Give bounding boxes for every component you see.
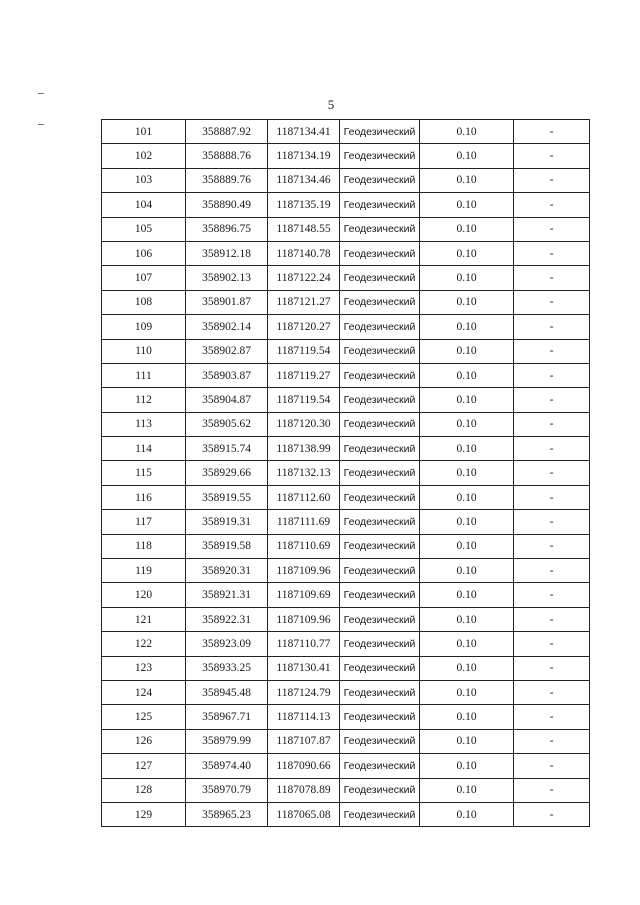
point-number-cell: 113 bbox=[102, 412, 186, 436]
accuracy-cell: 0.10 bbox=[420, 754, 514, 778]
table-row bbox=[102, 485, 590, 509]
point-number-cell: 126 bbox=[102, 729, 186, 753]
accuracy-cell: 0.10 bbox=[420, 363, 514, 387]
y-coordinate-cell: 1187148.55 bbox=[268, 217, 340, 241]
x-coordinate-cell: 358945.48 bbox=[186, 680, 268, 704]
description-cell: - bbox=[514, 510, 590, 534]
accuracy-cell: 0.10 bbox=[420, 607, 514, 631]
point-number-cell: 102 bbox=[102, 144, 186, 168]
y-coordinate-cell: 1187119.54 bbox=[268, 339, 340, 363]
method-cell: Геодезический bbox=[340, 656, 420, 680]
x-coordinate-cell: 358902.13 bbox=[186, 266, 268, 290]
table-row bbox=[102, 461, 590, 485]
point-number-cell: 117 bbox=[102, 510, 186, 534]
x-coordinate-cell: 358921.31 bbox=[186, 583, 268, 607]
accuracy-cell: 0.10 bbox=[420, 315, 514, 339]
accuracy-cell: 0.10 bbox=[420, 120, 514, 144]
x-coordinate-cell: 358887.92 bbox=[186, 120, 268, 144]
accuracy-cell: 0.10 bbox=[420, 534, 514, 558]
accuracy-cell: 0.10 bbox=[420, 168, 514, 192]
method-cell: Геодезический bbox=[340, 193, 420, 217]
accuracy-cell: 0.10 bbox=[420, 583, 514, 607]
y-coordinate-cell: 1187109.96 bbox=[268, 607, 340, 631]
method-cell: Геодезический bbox=[340, 363, 420, 387]
method-cell: Геодезический bbox=[340, 559, 420, 583]
description-cell: - bbox=[514, 632, 590, 656]
y-coordinate-cell: 1187114.13 bbox=[268, 705, 340, 729]
method-cell: Геодезический bbox=[340, 607, 420, 631]
point-number-cell: 122 bbox=[102, 632, 186, 656]
accuracy-cell: 0.10 bbox=[420, 802, 514, 826]
description-cell: - bbox=[514, 241, 590, 265]
table-row bbox=[102, 217, 590, 241]
accuracy-cell: 0.10 bbox=[420, 778, 514, 802]
description-cell: - bbox=[514, 315, 590, 339]
x-coordinate-cell: 358970.79 bbox=[186, 778, 268, 802]
accuracy-cell: 0.10 bbox=[420, 485, 514, 509]
x-coordinate-cell: 358915.74 bbox=[186, 437, 268, 461]
point-number-cell: 123 bbox=[102, 656, 186, 680]
y-coordinate-cell: 1187138.99 bbox=[268, 437, 340, 461]
point-number-cell: 119 bbox=[102, 559, 186, 583]
point-number-cell: 125 bbox=[102, 705, 186, 729]
y-coordinate-cell: 1187124.79 bbox=[268, 680, 340, 704]
point-number-cell: 128 bbox=[102, 778, 186, 802]
margin-mark bbox=[38, 124, 44, 125]
description-cell: - bbox=[514, 388, 590, 412]
x-coordinate-cell: 358888.76 bbox=[186, 144, 268, 168]
x-coordinate-cell: 358965.23 bbox=[186, 802, 268, 826]
point-number-cell: 110 bbox=[102, 339, 186, 363]
y-coordinate-cell: 1187109.69 bbox=[268, 583, 340, 607]
y-coordinate-cell: 1187110.77 bbox=[268, 632, 340, 656]
method-cell: Геодезический bbox=[340, 168, 420, 192]
x-coordinate-cell: 358967.71 bbox=[186, 705, 268, 729]
method-cell: Геодезический bbox=[340, 802, 420, 826]
margin-mark bbox=[38, 93, 44, 94]
point-number-cell: 124 bbox=[102, 680, 186, 704]
method-cell: Геодезический bbox=[340, 290, 420, 314]
method-cell: Геодезический bbox=[340, 729, 420, 753]
table-row bbox=[102, 680, 590, 704]
method-cell: Геодезический bbox=[340, 144, 420, 168]
y-coordinate-cell: 1187119.27 bbox=[268, 363, 340, 387]
table-row bbox=[102, 412, 590, 436]
accuracy-cell: 0.10 bbox=[420, 656, 514, 680]
accuracy-cell: 0.10 bbox=[420, 412, 514, 436]
x-coordinate-cell: 358919.58 bbox=[186, 534, 268, 558]
method-cell: Геодезический bbox=[340, 120, 420, 144]
method-cell: Геодезический bbox=[340, 266, 420, 290]
x-coordinate-cell: 358896.75 bbox=[186, 217, 268, 241]
method-cell: Геодезический bbox=[340, 632, 420, 656]
y-coordinate-cell: 1187134.41 bbox=[268, 120, 340, 144]
accuracy-cell: 0.10 bbox=[420, 241, 514, 265]
accuracy-cell: 0.10 bbox=[420, 632, 514, 656]
method-cell: Геодезический bbox=[340, 412, 420, 436]
table-row bbox=[102, 583, 590, 607]
point-number-cell: 116 bbox=[102, 485, 186, 509]
description-cell: - bbox=[514, 729, 590, 753]
x-coordinate-cell: 358904.87 bbox=[186, 388, 268, 412]
table-row bbox=[102, 144, 590, 168]
description-cell: - bbox=[514, 559, 590, 583]
table-row bbox=[102, 802, 590, 826]
accuracy-cell: 0.10 bbox=[420, 680, 514, 704]
table-row bbox=[102, 656, 590, 680]
method-cell: Геодезический bbox=[340, 388, 420, 412]
y-coordinate-cell: 1187120.30 bbox=[268, 412, 340, 436]
y-coordinate-cell: 1187119.54 bbox=[268, 388, 340, 412]
point-number-cell: 121 bbox=[102, 607, 186, 631]
point-number-cell: 107 bbox=[102, 266, 186, 290]
accuracy-cell: 0.10 bbox=[420, 729, 514, 753]
description-cell: - bbox=[514, 754, 590, 778]
coordinates-table bbox=[101, 119, 590, 827]
accuracy-cell: 0.10 bbox=[420, 217, 514, 241]
y-coordinate-cell: 1187078.89 bbox=[268, 778, 340, 802]
accuracy-cell: 0.10 bbox=[420, 266, 514, 290]
description-cell: - bbox=[514, 217, 590, 241]
accuracy-cell: 0.10 bbox=[420, 705, 514, 729]
description-cell: - bbox=[514, 656, 590, 680]
method-cell: Геодезический bbox=[340, 217, 420, 241]
y-coordinate-cell: 1187090.66 bbox=[268, 754, 340, 778]
table-row bbox=[102, 705, 590, 729]
method-cell: Геодезический bbox=[340, 583, 420, 607]
x-coordinate-cell: 358902.87 bbox=[186, 339, 268, 363]
y-coordinate-cell: 1187122.24 bbox=[268, 266, 340, 290]
description-cell: - bbox=[514, 290, 590, 314]
description-cell: - bbox=[514, 266, 590, 290]
point-number-cell: 104 bbox=[102, 193, 186, 217]
accuracy-cell: 0.10 bbox=[420, 339, 514, 363]
table-row bbox=[102, 193, 590, 217]
y-coordinate-cell: 1187112.60 bbox=[268, 485, 340, 509]
point-number-cell: 112 bbox=[102, 388, 186, 412]
x-coordinate-cell: 358889.76 bbox=[186, 168, 268, 192]
table-row bbox=[102, 363, 590, 387]
x-coordinate-cell: 358922.31 bbox=[186, 607, 268, 631]
x-coordinate-cell: 358933.25 bbox=[186, 656, 268, 680]
y-coordinate-cell: 1187120.27 bbox=[268, 315, 340, 339]
table-row bbox=[102, 534, 590, 558]
point-number-cell: 101 bbox=[102, 120, 186, 144]
description-cell: - bbox=[514, 144, 590, 168]
description-cell: - bbox=[514, 680, 590, 704]
method-cell: Геодезический bbox=[340, 754, 420, 778]
table-row bbox=[102, 559, 590, 583]
description-cell: - bbox=[514, 485, 590, 509]
accuracy-cell: 0.10 bbox=[420, 290, 514, 314]
point-number-cell: 109 bbox=[102, 315, 186, 339]
x-coordinate-cell: 358919.55 bbox=[186, 485, 268, 509]
point-number-cell: 120 bbox=[102, 583, 186, 607]
x-coordinate-cell: 358902.14 bbox=[186, 315, 268, 339]
point-number-cell: 111 bbox=[102, 363, 186, 387]
table-row bbox=[102, 778, 590, 802]
table-row bbox=[102, 632, 590, 656]
y-coordinate-cell: 1187134.46 bbox=[268, 168, 340, 192]
method-cell: Геодезический bbox=[340, 534, 420, 558]
description-cell: - bbox=[514, 583, 590, 607]
method-cell: Геодезический bbox=[340, 241, 420, 265]
table-row bbox=[102, 290, 590, 314]
accuracy-cell: 0.10 bbox=[420, 437, 514, 461]
point-number-cell: 106 bbox=[102, 241, 186, 265]
description-cell: - bbox=[514, 120, 590, 144]
x-coordinate-cell: 358905.62 bbox=[186, 412, 268, 436]
point-number-cell: 103 bbox=[102, 168, 186, 192]
table-row bbox=[102, 120, 590, 144]
accuracy-cell: 0.10 bbox=[420, 388, 514, 412]
point-number-cell: 129 bbox=[102, 802, 186, 826]
table-row bbox=[102, 266, 590, 290]
description-cell: - bbox=[514, 168, 590, 192]
point-number-cell: 115 bbox=[102, 461, 186, 485]
description-cell: - bbox=[514, 193, 590, 217]
description-cell: - bbox=[514, 705, 590, 729]
table-row bbox=[102, 729, 590, 753]
description-cell: - bbox=[514, 778, 590, 802]
y-coordinate-cell: 1187132.13 bbox=[268, 461, 340, 485]
x-coordinate-cell: 358903.87 bbox=[186, 363, 268, 387]
y-coordinate-cell: 1187130.41 bbox=[268, 656, 340, 680]
table-row bbox=[102, 241, 590, 265]
point-number-cell: 127 bbox=[102, 754, 186, 778]
x-coordinate-cell: 358923.09 bbox=[186, 632, 268, 656]
x-coordinate-cell: 358974.40 bbox=[186, 754, 268, 778]
method-cell: Геодезический bbox=[340, 680, 420, 704]
y-coordinate-cell: 1187065.08 bbox=[268, 802, 340, 826]
method-cell: Геодезический bbox=[340, 461, 420, 485]
method-cell: Геодезический bbox=[340, 485, 420, 509]
y-coordinate-cell: 1187121.27 bbox=[268, 290, 340, 314]
table-row bbox=[102, 168, 590, 192]
table-row bbox=[102, 388, 590, 412]
x-coordinate-cell: 358912.18 bbox=[186, 241, 268, 265]
page-number: 5 bbox=[327, 97, 335, 112]
method-cell: Геодезический bbox=[340, 437, 420, 461]
point-number-cell: 108 bbox=[102, 290, 186, 314]
x-coordinate-cell: 358890.49 bbox=[186, 193, 268, 217]
x-coordinate-cell: 358929.66 bbox=[186, 461, 268, 485]
x-coordinate-cell: 358919.31 bbox=[186, 510, 268, 534]
x-coordinate-cell: 358920.31 bbox=[186, 559, 268, 583]
description-cell: - bbox=[514, 607, 590, 631]
method-cell: Геодезический bbox=[340, 510, 420, 534]
x-coordinate-cell: 358901.87 bbox=[186, 290, 268, 314]
point-number-cell: 114 bbox=[102, 437, 186, 461]
table-row bbox=[102, 510, 590, 534]
y-coordinate-cell: 1187135.19 bbox=[268, 193, 340, 217]
description-cell: - bbox=[514, 534, 590, 558]
x-coordinate-cell: 358979.99 bbox=[186, 729, 268, 753]
y-coordinate-cell: 1187134.19 bbox=[268, 144, 340, 168]
accuracy-cell: 0.10 bbox=[420, 510, 514, 534]
method-cell: Геодезический bbox=[340, 339, 420, 363]
description-cell: - bbox=[514, 339, 590, 363]
accuracy-cell: 0.10 bbox=[420, 144, 514, 168]
description-cell: - bbox=[514, 802, 590, 826]
table-row bbox=[102, 315, 590, 339]
method-cell: Геодезический bbox=[340, 315, 420, 339]
y-coordinate-cell: 1187111.69 bbox=[268, 510, 340, 534]
point-number-cell: 118 bbox=[102, 534, 186, 558]
point-number-cell: 105 bbox=[102, 217, 186, 241]
coordinates-table-body bbox=[102, 120, 590, 827]
table-row bbox=[102, 607, 590, 631]
table-row bbox=[102, 437, 590, 461]
description-cell: - bbox=[514, 437, 590, 461]
table-row bbox=[102, 339, 590, 363]
method-cell: Геодезический bbox=[340, 778, 420, 802]
y-coordinate-cell: 1187107.87 bbox=[268, 729, 340, 753]
accuracy-cell: 0.10 bbox=[420, 193, 514, 217]
y-coordinate-cell: 1187110.69 bbox=[268, 534, 340, 558]
y-coordinate-cell: 1187140.78 bbox=[268, 241, 340, 265]
description-cell: - bbox=[514, 461, 590, 485]
description-cell: - bbox=[514, 412, 590, 436]
accuracy-cell: 0.10 bbox=[420, 461, 514, 485]
accuracy-cell: 0.10 bbox=[420, 559, 514, 583]
method-cell: Геодезический bbox=[340, 705, 420, 729]
table-row bbox=[102, 754, 590, 778]
description-cell: - bbox=[514, 363, 590, 387]
y-coordinate-cell: 1187109.96 bbox=[268, 559, 340, 583]
